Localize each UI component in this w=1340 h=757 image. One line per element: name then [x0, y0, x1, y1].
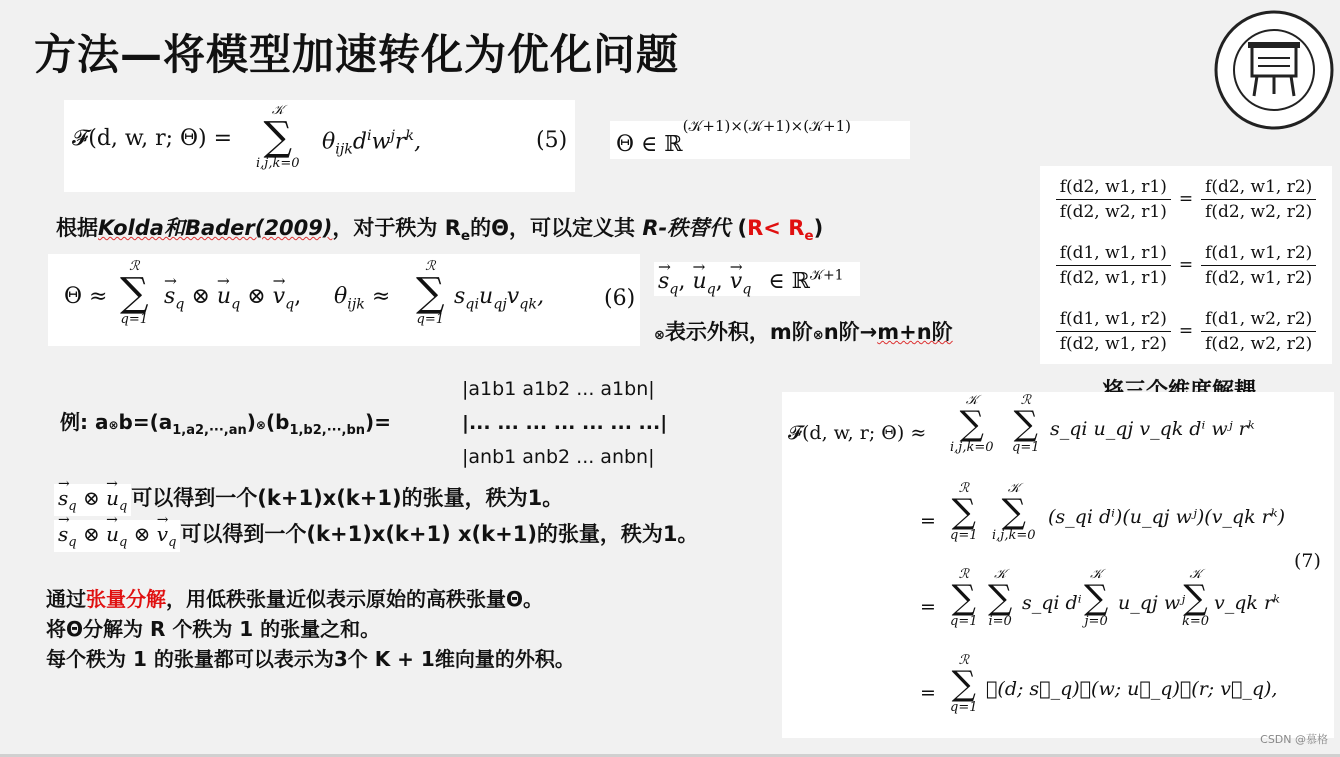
equation-7 [782, 392, 1334, 738]
rank1-3d: → $s_q$ ⊗ → $u_q$ ⊗ → $v_q$ 可以得到一个(k+1)x(k+1) x(k+1)的张量，秩为1。 [54, 518, 699, 552]
eq5-body: $\theta_{ijk}d^iw^jr^k$, [322, 128, 422, 158]
summary [46, 584, 575, 674]
eq5-sum-top: 𝒦 [271, 103, 284, 118]
watermark: CSDN @慕格 [1260, 733, 1328, 746]
eq7-l4-body: 𝓗(d; s⃗_q)𝓗(w; u⃗_q)𝓗(r; v⃗_q), [986, 678, 1278, 700]
matrix-row-1: |a1b1 a1b2 ... a1bn| [462, 378, 655, 400]
eq5-number: (5) [536, 128, 568, 153]
eq7-l3-eq: = [920, 596, 936, 618]
theta-space-lhs: Θ ∈ ℝ [616, 132, 683, 158]
ratio-equations [1040, 166, 1332, 364]
r-rank-term: R-秩替代 [642, 216, 731, 240]
eq6-number: (6) [604, 286, 636, 311]
ratio-eq-1: $\frac{f(d2, w1, r1)}{f(d2, w2, r1)}$ = $\frac{f(d2, w1, r2)}{f(d2, w2, r2)}$ [1040, 166, 1332, 232]
eq7-l2-body: (s_qi dⁱ)(u_qj wʲ)(v_qk rᵏ) [1048, 506, 1286, 528]
kolda-bader-ref: Kolda和Bader(2009) [98, 216, 333, 240]
eq7-l1-sum1: 𝒦 ∑ i,j,k=0 [950, 393, 994, 455]
eq6-body: $s_{qi}u_{qj}v_{qk}$, [454, 284, 545, 313]
summary-line-1: 通过张量分解，用低秩张量近似表示原始的高秩张量Θ。 [46, 587, 544, 611]
eq7-l2-sum2: 𝒦 ∑ i,j,k=0 [992, 481, 1036, 543]
eq7-l1-sum2: ℛ ∑ q=1 [1012, 393, 1040, 455]
theta-space [610, 117, 910, 159]
rank-condition: $R< R_e$ [747, 216, 814, 245]
matrix-row-3: |anb1 anb2 ... anbn| [462, 446, 655, 468]
eq6-lhs: Θ ≈ [64, 284, 108, 309]
eq7-l1-body: s_qi u_qj v_qk dⁱ wʲ rᵏ [1050, 418, 1255, 440]
eq7-l3-sum1: ℛ ∑ q=1 [950, 567, 978, 629]
example-outer-product: 例: $a\otimes b=(a_{1,a2,\cdot\cdot\cdot,an})\otimes(b_{1,b2,\cdot\cdot\cdot,bn})=$ [60, 410, 391, 438]
theta-space-exp: (𝒦+1)×(𝒦+1)×(𝒦+1) [682, 117, 851, 135]
eq6-theta: $\theta_{ijk}$ ≈ [334, 284, 391, 313]
example-matrix [462, 372, 667, 474]
eq7-l2-sum1: ℛ ∑ q=1 [950, 481, 978, 543]
equation-5 [64, 100, 575, 192]
outer-product-note: ⊗表示外积，m阶⊗n阶→m+n阶 [654, 320, 953, 344]
eq7-number: (7) [1294, 550, 1321, 572]
eq7-l3-b3: v_qk rᵏ [1214, 592, 1280, 614]
slide-title: 方法—将模型加速转化为优化问题 [34, 30, 680, 79]
eq7-l4-eq: = [920, 682, 936, 704]
eq6-outer-product: → $s_q$ ⊗ → $u_q$ ⊗ → $v_q$, [164, 284, 301, 312]
vector-space: → $s_q$, → $u_q$, → $v_q$ ∈ ℝ$^{𝒦+1}$ [654, 262, 860, 296]
eq7-l4-sum1: ℛ ∑ q=1 [950, 653, 978, 715]
ratio-eq-2: $\frac{f(d1, w1, r1)}{f(d2, w1, r1)}$ = $\frac{f(d1, w1, r2)}{f(d2, w1, r2)}$ [1040, 232, 1332, 298]
university-seal-icon [1212, 8, 1336, 132]
eq7-l3-sum3: 𝒦 ∑ j=0 [1084, 567, 1109, 629]
eq5-lhs: 𝓕(d, w, r; Θ) = [72, 126, 233, 151]
eq6-sum2: ℛ ∑ q=1 [416, 259, 445, 327]
rank1-2d: → $s_q$ ⊗ → $u_q$ 可以得到一个(k+1)x(k+1)的张量，秩为1。 [54, 482, 563, 516]
matrix-row-2: |... ... ... ... ... ... ...| [462, 412, 668, 434]
summary-line-2: 将Θ分解为 R 个秩为 1 的张量之和。 [46, 617, 381, 641]
eq7-lhs: 𝓕(d, w, r; Θ) ≈ [788, 422, 927, 444]
eq7-l3-b1: s_qi dⁱ [1022, 592, 1082, 614]
cp-decomposition-text: 根据Kolda和Bader(2009)，对于秩为 $R_e$的Θ，可以定义其 R-秩替代 $(R< R_e)$ [56, 216, 824, 245]
eq7-l3-b2: u_qj wʲ [1118, 592, 1186, 614]
eq6-sum: ℛ ∑ q=1 [120, 259, 149, 327]
ratio-eq-3: $\frac{f(d1, w1, r2)}{f(d2, w1, r2)}$ = $\frac{f(d1, w2, r2)}{f(d2, w2, r2)}$ [1040, 298, 1332, 364]
equation-6 [48, 254, 640, 346]
eq7-l3-sum4: 𝒦 ∑ k=0 [1182, 567, 1210, 629]
eq7-l2-eq: = [920, 510, 936, 532]
eq5-sum: 𝒦 ∑ i,j,k=0 [256, 103, 300, 171]
summary-line-3: 每个秩为 1 的张量都可以表示为3个 K + 1维向量的外积。 [46, 647, 575, 671]
eq7-l3-sum2: 𝒦 ∑ i=0 [988, 567, 1013, 629]
eq5-sum-bottom: i,j,k=0 [256, 156, 300, 171]
